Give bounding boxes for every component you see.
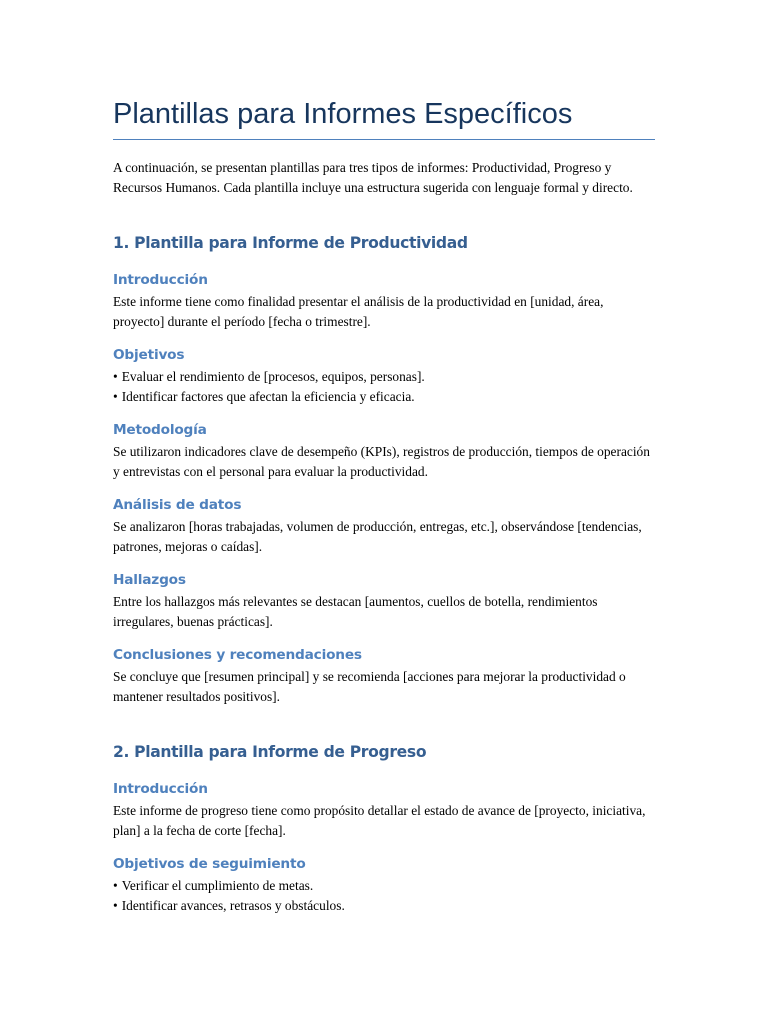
subsection-heading: Conclusiones y recomendaciones bbox=[113, 647, 362, 663]
subsection-text: Se utilizaron indicadores clave de desempeño (KPIs), registros de producción, tiempos de operación y entrevistas con el personal para evaluar la productividad. bbox=[113, 444, 650, 479]
list-item-text: Verificar el cumplimiento de metas. bbox=[121, 878, 314, 893]
subsection-text: Se analizaron [horas trabajadas, volumen de producción, entregas, etc.], observándose [tendencias, patrones, mejoras o caídas]. bbox=[113, 519, 642, 554]
intro-paragraph: A continuación, se presentan plantillas para tres tipos de informes: Productividad, Progreso y Recursos Humanos. Cada plantilla incluye una estructura sugerida con lenguaje formal y directo. bbox=[113, 160, 633, 195]
subsection-heading: Metodología bbox=[113, 422, 207, 438]
section-progreso bbox=[113, 742, 655, 915]
subsection-heading: Análisis de datos bbox=[113, 497, 242, 513]
list-item bbox=[113, 387, 655, 407]
section-productividad bbox=[113, 233, 655, 706]
subsection-text: Se concluye que [resumen principal] y se recomienda [acciones para mejorar la productividad o mantener resultados positivos]. bbox=[113, 669, 626, 704]
subsection-heading: Introducción bbox=[113, 781, 208, 797]
bullet-list bbox=[113, 876, 655, 915]
subsection-heading: Objetivos bbox=[113, 347, 185, 363]
section-heading: 2. Plantilla para Informe de Progreso bbox=[113, 743, 427, 761]
list-item-text: Identificar factores que afectan la eficiencia y eficacia. bbox=[121, 388, 415, 404]
bullet-icon: • bbox=[113, 897, 118, 913]
bullet-icon: • bbox=[113, 388, 118, 404]
title-divider bbox=[113, 139, 655, 140]
list-item bbox=[113, 896, 655, 916]
section-heading: 1. Plantilla para Informe de Productividad bbox=[113, 234, 468, 252]
subsection-heading: Hallazgos bbox=[113, 572, 186, 588]
list-item bbox=[113, 367, 655, 387]
subsection-text: Este informe de progreso tiene como propósito detallar el estado de avance de [proyecto, iniciativa, plan] a la fecha de corte [fecha]. bbox=[113, 803, 646, 838]
bullet-icon: • bbox=[113, 369, 118, 384]
list-item-text: Evaluar el rendimiento de [procesos, equipos, personas]. bbox=[121, 369, 425, 384]
bullet-icon: • bbox=[113, 878, 118, 893]
subsection-text: Entre los hallazgos más relevantes se destacan [aumentos, cuellos de botella, rendimientos irregulares, buenas prácticas]. bbox=[113, 594, 598, 629]
subsection-heading: Introducción bbox=[113, 272, 208, 288]
subsection-heading: Objetivos de seguimiento bbox=[113, 856, 306, 872]
document-body bbox=[113, 158, 655, 915]
list-item bbox=[113, 876, 655, 896]
subsection-text: Este informe tiene como finalidad presentar el análisis de la productividad en [unidad, área, proyecto] durante el período [fecha o trimestre]. bbox=[113, 294, 604, 329]
bullet-list bbox=[113, 367, 655, 406]
document-title: Plantillas para Informes Específicos bbox=[113, 98, 573, 130]
list-item-text: Identificar avances, retrasos y obstáculos. bbox=[121, 897, 345, 913]
